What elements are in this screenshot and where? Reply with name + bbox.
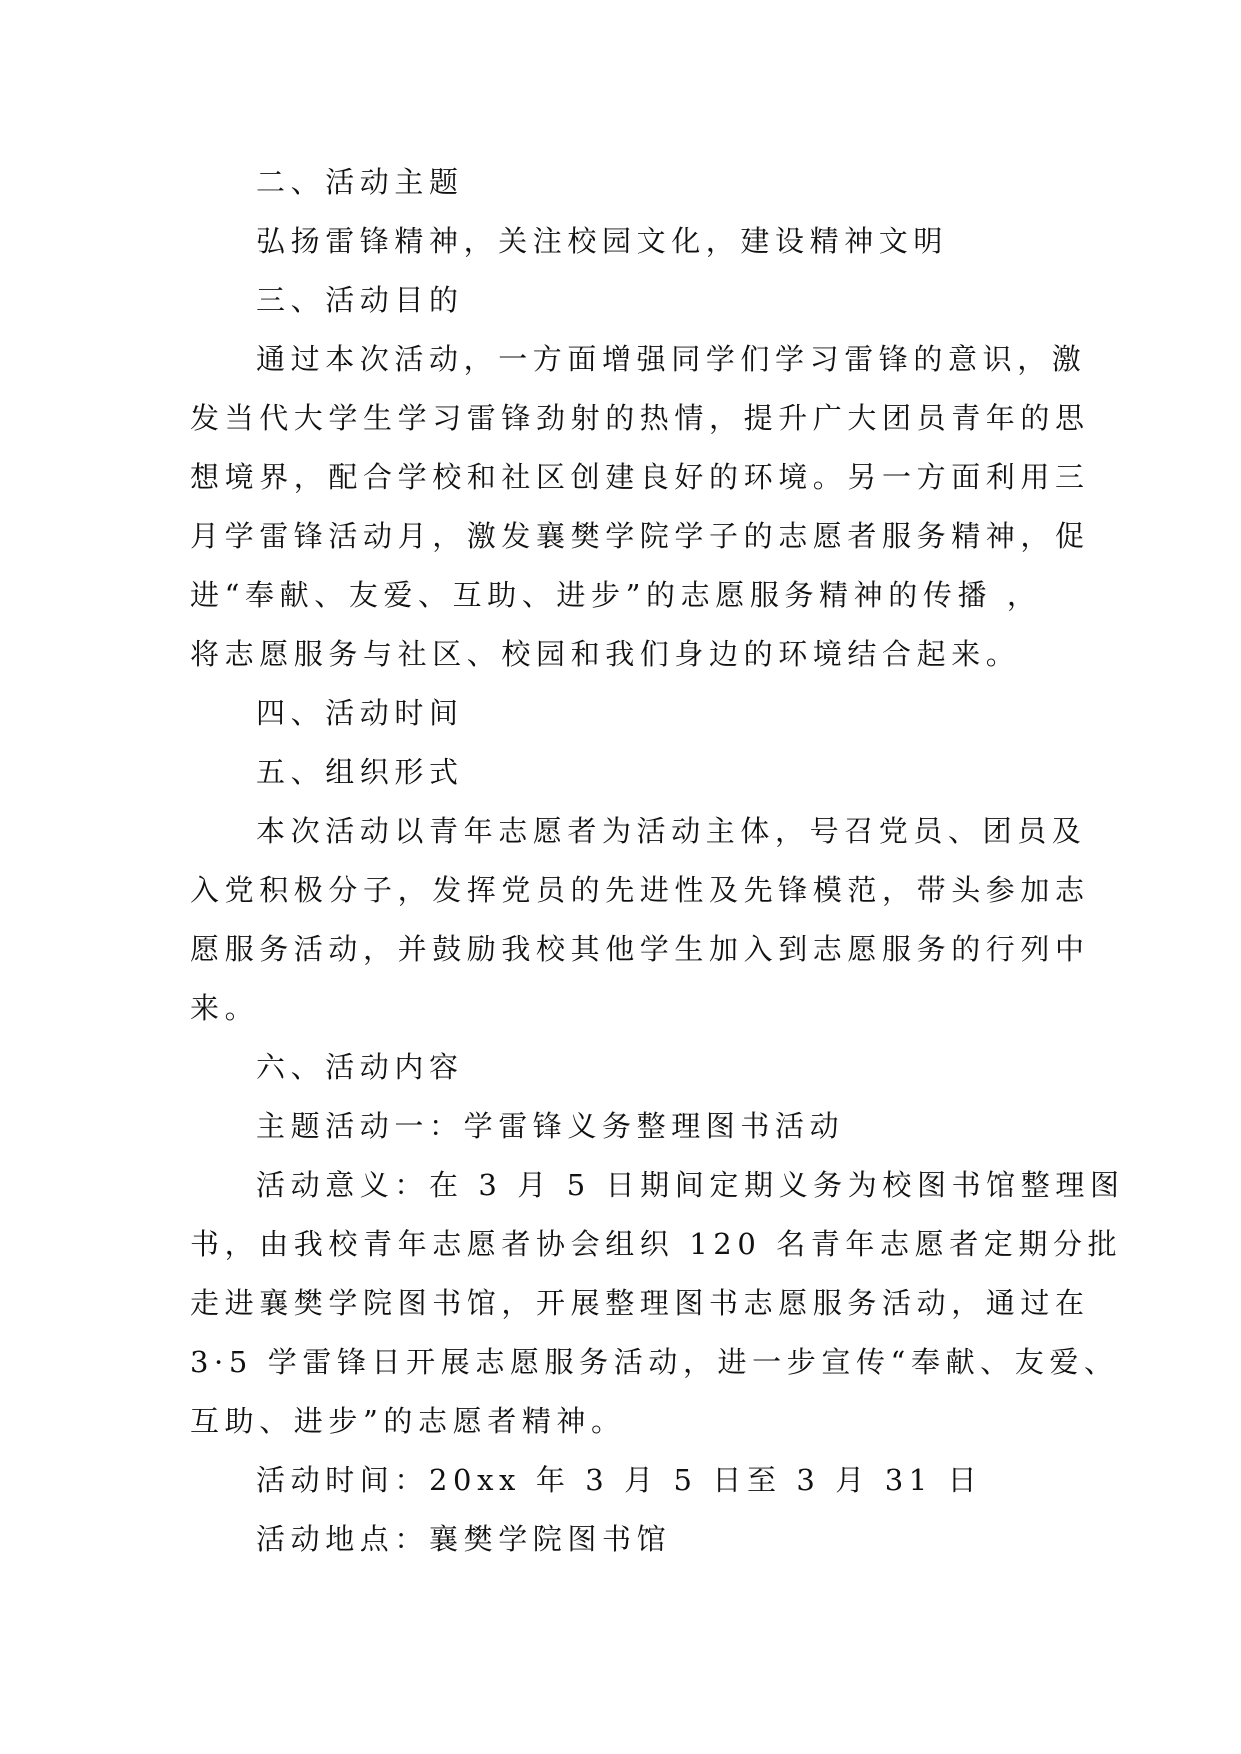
purpose-paragraph-line: 进“奉献、友爱、互助、进步”的志愿服务精神的传播 ， xyxy=(190,578,1042,612)
activity-location-line: 活动地点：襄樊学院图书馆 xyxy=(256,1522,672,1556)
purpose-paragraph-line: 通过本次活动，一方面增强同学们学习雷锋的意识，激 xyxy=(256,342,1087,376)
heading-organization-form: 五、组织形式 xyxy=(256,755,464,789)
significance-paragraph-line: 3·5 学雷锋日开展志愿服务活动，进一步宣传“奉献、友爱、 xyxy=(190,1345,1119,1379)
organization-paragraph-line: 来。 xyxy=(190,991,260,1025)
organization-paragraph-line: 本次活动以青年志愿者为活动主体，号召党员、团员及 xyxy=(256,814,1087,848)
organization-paragraph-line: 入党积极分子，发挥党员的先进性及先锋模范，带头参加志 xyxy=(190,873,1090,907)
heading-activity-purpose: 三、活动目的 xyxy=(256,283,464,317)
organization-paragraph-line: 愿服务活动，并鼓励我校其他学生加入到志愿服务的行列中 xyxy=(190,932,1090,966)
heading-activity-theme: 二、活动主题 xyxy=(256,165,464,199)
theme-text: 弘扬雷锋精神，关注校园文化，建设精神文明 xyxy=(256,224,949,258)
purpose-paragraph-line: 想境界，配合学校和社区创建良好的环境。另一方面利用三 xyxy=(190,460,1090,494)
theme-activity-one-title: 主题活动一：学雷锋义务整理图书活动 xyxy=(256,1109,845,1143)
significance-paragraph-line: 书，由我校青年志愿者协会组织 120 名青年志愿者定期分批 xyxy=(190,1227,1123,1261)
significance-paragraph-line: 走进襄樊学院图书馆，开展整理图书志愿服务活动，通过在 xyxy=(190,1286,1090,1320)
significance-paragraph-line: 活动意义：在 3 月 5 日期间定期义务为校图书馆整理图 xyxy=(256,1168,1125,1202)
heading-activity-content: 六、活动内容 xyxy=(256,1050,464,1084)
purpose-paragraph-line: 发当代大学生学习雷锋劲射的热情，提升广大团员青年的思 xyxy=(190,401,1090,435)
significance-paragraph-line: 互助、进步”的志愿者精神。 xyxy=(190,1404,626,1438)
heading-activity-time: 四、活动时间 xyxy=(256,696,464,730)
purpose-paragraph-line: 月学雷锋活动月，激发襄樊学院学子的志愿者服务精神，促 xyxy=(190,519,1090,553)
activity-time-line: 活动时间：20xx 年 3 月 5 日至 3 月 31 日 xyxy=(256,1463,983,1497)
purpose-paragraph-line: 将志愿服务与社区、校园和我们身边的环境结合起来。 xyxy=(190,637,1021,671)
